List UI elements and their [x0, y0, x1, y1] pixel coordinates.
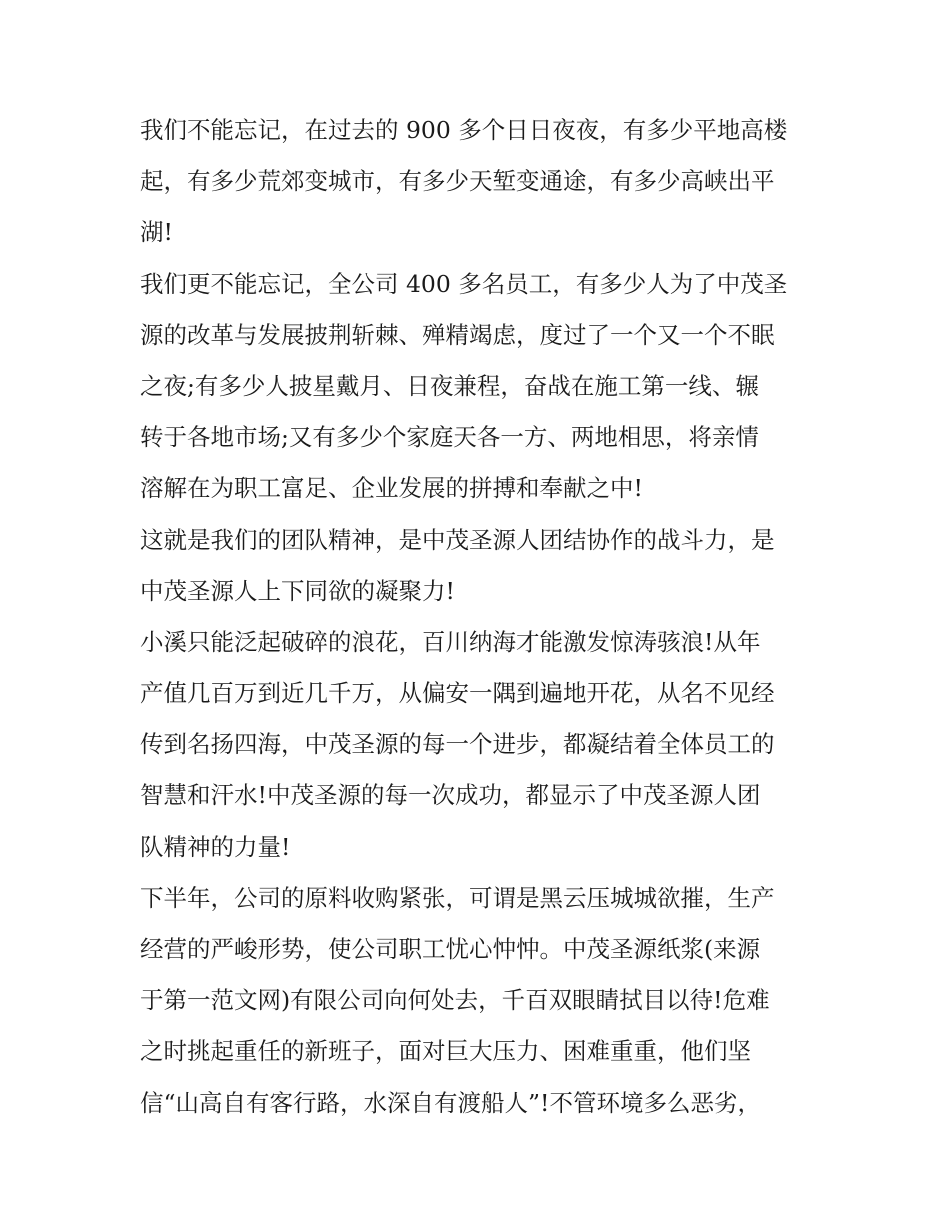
- text-line: 源的改革与发展披荆斩棘、殚精竭虑，度过了一个又一个不眠: [140, 320, 775, 349]
- text-line: 队精神的力量!: [140, 832, 291, 861]
- text-line: 溶解在为职工富足、企业发展的拼搏和奉献之中!: [140, 474, 643, 503]
- text-line: 湖!: [140, 218, 173, 247]
- text-line: 经营的严峻形势，使公司职工忧心忡忡。中茂圣源纸浆(来源: [140, 935, 761, 963]
- text-line: 我们更不能忘记，全公司 400 多名员工，有多少人为了中茂圣: [140, 269, 788, 298]
- body-text: [140, 105, 820, 1129]
- text-line: 于第一范文网)有限公司向何处去，千百双眼睛拭目以待!危难: [140, 986, 770, 1015]
- text-line: 小溪只能泛起破碎的浪花，百川纳海才能激发惊涛骇浪!从年: [140, 627, 761, 656]
- text-line: 下半年，公司的原料收购紧张，可谓是黑云压城城欲摧，生产: [140, 883, 775, 912]
- text-line: 起，有多少荒郊变城市，有多少天堑变通途，有多少高峡出平: [140, 167, 775, 196]
- text-line: 传到名扬四海，中茂圣源的每一个进步，都凝结着全体员工的: [140, 730, 775, 759]
- text-line: 之夜;有多少人披星戴月、日夜兼程，奋战在施工第一线、辗: [140, 371, 759, 400]
- text-line: 信“山高自有客行路，水深自有渡船人”!不管环境多么恶劣，: [140, 1088, 761, 1117]
- text-line: 产值几百万到近几千万，从偏安一隅到遍地开花，从名不见经: [140, 679, 775, 708]
- text-line: 转于各地市场;又有多少个家庭天各一方、两地相思，将亲情: [140, 423, 759, 452]
- text-line: 这就是我们的团队精神，是中茂圣源人团结协作的战斗力，是: [140, 525, 775, 554]
- text-line: 智慧和汗水!中茂圣源的每一次成功，都显示了中茂圣源人团: [140, 781, 761, 810]
- text-line: 我们不能忘记，在过去的 900 多个日日夜夜，有多少平地高楼: [140, 116, 788, 144]
- text-line: 中茂圣源人上下同欲的凝聚力!: [140, 576, 455, 605]
- text-line: 之时挑起重任的新班子，面对巨大压力、困难重重，他们坚: [140, 1037, 751, 1066]
